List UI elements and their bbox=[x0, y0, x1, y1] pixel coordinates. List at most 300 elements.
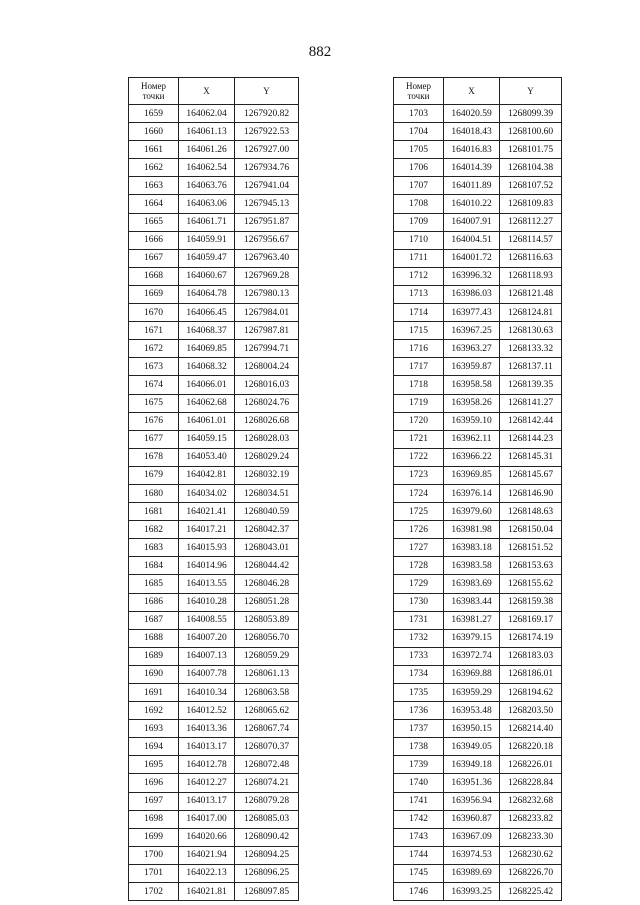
table-row bbox=[394, 394, 562, 412]
table-row bbox=[394, 828, 562, 846]
x-coordinate-cell: 164053.40 bbox=[179, 448, 235, 466]
table-row bbox=[129, 684, 299, 702]
point-number-cell: 1713 bbox=[394, 285, 444, 303]
table-row bbox=[129, 503, 299, 521]
table-row bbox=[129, 883, 299, 901]
x-coordinate-cell: 164061.71 bbox=[179, 213, 235, 231]
point-number-cell: 1669 bbox=[129, 285, 179, 303]
table-row bbox=[394, 285, 562, 303]
y-coordinate-cell: 1267987.81 bbox=[235, 322, 299, 340]
x-coordinate-cell: 164021.81 bbox=[179, 883, 235, 901]
point-number-cell: 1699 bbox=[129, 828, 179, 846]
table-row bbox=[394, 647, 562, 665]
x-coordinate-cell: 163981.27 bbox=[444, 611, 500, 629]
x-coordinate-cell: 164015.93 bbox=[179, 539, 235, 557]
y-coordinate-cell: 1268024.76 bbox=[235, 394, 299, 412]
table-row bbox=[129, 322, 299, 340]
x-coordinate-cell: 164062.54 bbox=[179, 159, 235, 177]
point-number-cell: 1733 bbox=[394, 647, 444, 665]
point-number-cell: 1731 bbox=[394, 611, 444, 629]
table-row bbox=[129, 575, 299, 593]
point-number-cell: 1704 bbox=[394, 123, 444, 141]
point-number-cell: 1727 bbox=[394, 539, 444, 557]
x-coordinate-cell: 164010.22 bbox=[444, 195, 500, 213]
x-coordinate-cell: 164061.01 bbox=[179, 412, 235, 430]
table-row bbox=[129, 358, 299, 376]
x-coordinate-cell: 163967.25 bbox=[444, 322, 500, 340]
point-number-cell: 1683 bbox=[129, 539, 179, 557]
y-coordinate-cell: 1268107.52 bbox=[500, 177, 562, 195]
y-coordinate-cell: 1268065.62 bbox=[235, 702, 299, 720]
x-coordinate-cell: 163983.69 bbox=[444, 575, 500, 593]
x-coordinate-cell: 163949.05 bbox=[444, 738, 500, 756]
x-coordinate-cell: 164001.72 bbox=[444, 249, 500, 267]
y-coordinate-cell: 1267945.13 bbox=[235, 195, 299, 213]
point-number-cell: 1688 bbox=[129, 629, 179, 647]
table-row bbox=[394, 774, 562, 792]
table-row bbox=[394, 249, 562, 267]
x-coordinate-cell: 164063.06 bbox=[179, 195, 235, 213]
point-number-cell: 1740 bbox=[394, 774, 444, 792]
table-row bbox=[394, 231, 562, 249]
y-coordinate-cell: 1268144.23 bbox=[500, 430, 562, 448]
table-row bbox=[394, 702, 562, 720]
y-coordinate-cell: 1268099.39 bbox=[500, 105, 562, 123]
point-number-cell: 1746 bbox=[394, 883, 444, 901]
y-coordinate-cell: 1268028.03 bbox=[235, 430, 299, 448]
point-number-cell: 1739 bbox=[394, 756, 444, 774]
y-coordinate-cell: 1268145.67 bbox=[500, 466, 562, 484]
point-number-cell: 1724 bbox=[394, 484, 444, 502]
x-coordinate-cell: 164010.34 bbox=[179, 684, 235, 702]
y-coordinate-cell: 1267922.53 bbox=[235, 123, 299, 141]
x-coordinate-cell: 163969.88 bbox=[444, 665, 500, 683]
x-coordinate-cell: 164066.01 bbox=[179, 376, 235, 394]
point-number-cell: 1696 bbox=[129, 774, 179, 792]
x-coordinate-cell: 163960.87 bbox=[444, 810, 500, 828]
header-x: X bbox=[179, 78, 235, 105]
x-coordinate-cell: 164064.78 bbox=[179, 285, 235, 303]
table-row bbox=[394, 340, 562, 358]
x-coordinate-cell: 163989.69 bbox=[444, 864, 500, 882]
point-number-cell: 1693 bbox=[129, 720, 179, 738]
y-coordinate-cell: 1268169.17 bbox=[500, 611, 562, 629]
y-coordinate-cell: 1267969.28 bbox=[235, 267, 299, 285]
x-coordinate-cell: 164004.51 bbox=[444, 231, 500, 249]
x-coordinate-cell: 163979.60 bbox=[444, 503, 500, 521]
table-row bbox=[394, 864, 562, 882]
table-row bbox=[394, 756, 562, 774]
table-row bbox=[129, 340, 299, 358]
point-number-cell: 1692 bbox=[129, 702, 179, 720]
x-coordinate-cell: 163958.58 bbox=[444, 376, 500, 394]
y-coordinate-cell: 1268116.63 bbox=[500, 249, 562, 267]
y-coordinate-cell: 1268151.52 bbox=[500, 539, 562, 557]
point-number-cell: 1725 bbox=[394, 503, 444, 521]
point-number-cell: 1685 bbox=[129, 575, 179, 593]
x-coordinate-cell: 163953.48 bbox=[444, 702, 500, 720]
table-row bbox=[129, 810, 299, 828]
point-number-cell: 1700 bbox=[129, 846, 179, 864]
y-coordinate-cell: 1268230.62 bbox=[500, 846, 562, 864]
point-number-cell: 1707 bbox=[394, 177, 444, 195]
table-row bbox=[394, 629, 562, 647]
table-row bbox=[394, 539, 562, 557]
point-number-cell: 1687 bbox=[129, 611, 179, 629]
y-coordinate-cell: 1267984.01 bbox=[235, 304, 299, 322]
point-number-cell: 1735 bbox=[394, 684, 444, 702]
x-coordinate-cell: 163959.29 bbox=[444, 684, 500, 702]
x-coordinate-cell: 163966.22 bbox=[444, 448, 500, 466]
table-row bbox=[394, 665, 562, 683]
y-coordinate-cell: 1268124.81 bbox=[500, 304, 562, 322]
point-number-cell: 1701 bbox=[129, 864, 179, 882]
point-number-cell: 1670 bbox=[129, 304, 179, 322]
table-row bbox=[394, 557, 562, 575]
table-row bbox=[129, 702, 299, 720]
point-number-cell: 1726 bbox=[394, 521, 444, 539]
x-coordinate-cell: 164012.27 bbox=[179, 774, 235, 792]
y-coordinate-cell: 1268016.03 bbox=[235, 376, 299, 394]
point-number-cell: 1708 bbox=[394, 195, 444, 213]
x-coordinate-cell: 163996.32 bbox=[444, 267, 500, 285]
x-coordinate-cell: 164060.67 bbox=[179, 267, 235, 285]
y-coordinate-cell: 1268026.68 bbox=[235, 412, 299, 430]
table-row bbox=[129, 647, 299, 665]
x-coordinate-cell: 163950.15 bbox=[444, 720, 500, 738]
y-coordinate-cell: 1268233.82 bbox=[500, 810, 562, 828]
y-coordinate-cell: 1268074.21 bbox=[235, 774, 299, 792]
point-number-cell: 1738 bbox=[394, 738, 444, 756]
point-number-cell: 1734 bbox=[394, 665, 444, 683]
y-coordinate-cell: 1268159.38 bbox=[500, 593, 562, 611]
point-number-cell: 1728 bbox=[394, 557, 444, 575]
table-row bbox=[129, 304, 299, 322]
point-number-cell: 1736 bbox=[394, 702, 444, 720]
y-coordinate-cell: 1267927.00 bbox=[235, 141, 299, 159]
x-coordinate-cell: 164062.04 bbox=[179, 105, 235, 123]
x-coordinate-cell: 163979.15 bbox=[444, 629, 500, 647]
y-coordinate-cell: 1268203.50 bbox=[500, 702, 562, 720]
x-coordinate-cell: 164020.59 bbox=[444, 105, 500, 123]
x-coordinate-cell: 163976.14 bbox=[444, 484, 500, 502]
y-coordinate-cell: 1268101.75 bbox=[500, 141, 562, 159]
point-number-cell: 1715 bbox=[394, 322, 444, 340]
y-coordinate-cell: 1268233.30 bbox=[500, 828, 562, 846]
point-number-cell: 1720 bbox=[394, 412, 444, 430]
point-number-cell: 1722 bbox=[394, 448, 444, 466]
point-number-cell: 1682 bbox=[129, 521, 179, 539]
table-row bbox=[394, 358, 562, 376]
x-coordinate-cell: 163951.36 bbox=[444, 774, 500, 792]
point-number-cell: 1680 bbox=[129, 484, 179, 502]
x-coordinate-cell: 164010.28 bbox=[179, 593, 235, 611]
y-coordinate-cell: 1268100.60 bbox=[500, 123, 562, 141]
table-row bbox=[394, 810, 562, 828]
table-row bbox=[129, 720, 299, 738]
header-point-number: Номер точки bbox=[394, 78, 444, 105]
table-row bbox=[129, 629, 299, 647]
point-number-cell: 1659 bbox=[129, 105, 179, 123]
table-row bbox=[394, 177, 562, 195]
y-coordinate-cell: 1268053.89 bbox=[235, 611, 299, 629]
x-coordinate-cell: 163967.09 bbox=[444, 828, 500, 846]
x-coordinate-cell: 163977.43 bbox=[444, 304, 500, 322]
x-coordinate-cell: 163959.10 bbox=[444, 412, 500, 430]
y-coordinate-cell: 1268090.42 bbox=[235, 828, 299, 846]
table-row bbox=[129, 231, 299, 249]
y-coordinate-cell: 1267956.67 bbox=[235, 231, 299, 249]
table-row bbox=[129, 105, 299, 123]
y-coordinate-cell: 1268063.58 bbox=[235, 684, 299, 702]
point-number-cell: 1743 bbox=[394, 828, 444, 846]
point-number-cell: 1691 bbox=[129, 684, 179, 702]
table-row bbox=[394, 412, 562, 430]
x-coordinate-cell: 164007.20 bbox=[179, 629, 235, 647]
table-row bbox=[129, 177, 299, 195]
y-coordinate-cell: 1268150.04 bbox=[500, 521, 562, 539]
table-row bbox=[394, 720, 562, 738]
point-number-cell: 1721 bbox=[394, 430, 444, 448]
table-row bbox=[394, 792, 562, 810]
x-coordinate-cell: 163958.26 bbox=[444, 394, 500, 412]
x-coordinate-cell: 164068.37 bbox=[179, 322, 235, 340]
x-coordinate-cell: 163986.03 bbox=[444, 285, 500, 303]
y-coordinate-cell: 1268174.19 bbox=[500, 629, 562, 647]
point-number-cell: 1671 bbox=[129, 322, 179, 340]
y-coordinate-cell: 1268043.01 bbox=[235, 539, 299, 557]
point-number-cell: 1729 bbox=[394, 575, 444, 593]
point-number-cell: 1678 bbox=[129, 448, 179, 466]
point-number-cell: 1714 bbox=[394, 304, 444, 322]
x-coordinate-cell: 163983.18 bbox=[444, 539, 500, 557]
point-number-cell: 1667 bbox=[129, 249, 179, 267]
x-coordinate-cell: 164007.78 bbox=[179, 665, 235, 683]
y-coordinate-cell: 1268228.84 bbox=[500, 774, 562, 792]
y-coordinate-cell: 1268153.63 bbox=[500, 557, 562, 575]
point-number-cell: 1719 bbox=[394, 394, 444, 412]
y-coordinate-cell: 1268186.01 bbox=[500, 665, 562, 683]
point-number-cell: 1666 bbox=[129, 231, 179, 249]
point-number-cell: 1665 bbox=[129, 213, 179, 231]
table-row bbox=[394, 484, 562, 502]
table-row bbox=[394, 738, 562, 756]
table-row bbox=[129, 376, 299, 394]
coordinates-table-right bbox=[393, 77, 562, 901]
point-number-cell: 1706 bbox=[394, 159, 444, 177]
x-coordinate-cell: 164061.26 bbox=[179, 141, 235, 159]
point-number-cell: 1741 bbox=[394, 792, 444, 810]
table-row bbox=[129, 539, 299, 557]
table-row bbox=[129, 123, 299, 141]
y-coordinate-cell: 1268044.42 bbox=[235, 557, 299, 575]
y-coordinate-cell: 1268109.83 bbox=[500, 195, 562, 213]
table-row bbox=[394, 195, 562, 213]
table-row bbox=[394, 466, 562, 484]
y-coordinate-cell: 1268183.03 bbox=[500, 647, 562, 665]
point-number-cell: 1717 bbox=[394, 358, 444, 376]
point-number-cell: 1660 bbox=[129, 123, 179, 141]
y-coordinate-cell: 1268226.70 bbox=[500, 864, 562, 882]
table-row bbox=[129, 792, 299, 810]
table-row bbox=[394, 123, 562, 141]
point-number-cell: 1732 bbox=[394, 629, 444, 647]
x-coordinate-cell: 163983.44 bbox=[444, 593, 500, 611]
y-coordinate-cell: 1268139.35 bbox=[500, 376, 562, 394]
y-coordinate-cell: 1268137.11 bbox=[500, 358, 562, 376]
x-coordinate-cell: 164012.78 bbox=[179, 756, 235, 774]
table-row bbox=[394, 883, 562, 901]
table-row bbox=[129, 557, 299, 575]
table-row bbox=[394, 593, 562, 611]
y-coordinate-cell: 1268226.01 bbox=[500, 756, 562, 774]
y-coordinate-cell: 1268079.28 bbox=[235, 792, 299, 810]
y-coordinate-cell: 1268072.48 bbox=[235, 756, 299, 774]
point-number-cell: 1684 bbox=[129, 557, 179, 575]
table-row bbox=[129, 774, 299, 792]
point-number-cell: 1674 bbox=[129, 376, 179, 394]
x-coordinate-cell: 163956.94 bbox=[444, 792, 500, 810]
y-coordinate-cell: 1268220.18 bbox=[500, 738, 562, 756]
point-number-cell: 1698 bbox=[129, 810, 179, 828]
y-coordinate-cell: 1267963.40 bbox=[235, 249, 299, 267]
x-coordinate-cell: 163981.98 bbox=[444, 521, 500, 539]
x-coordinate-cell: 163993.25 bbox=[444, 883, 500, 901]
table-row bbox=[394, 575, 562, 593]
y-coordinate-cell: 1268145.31 bbox=[500, 448, 562, 466]
table-row bbox=[129, 864, 299, 882]
point-number-cell: 1723 bbox=[394, 466, 444, 484]
point-number-cell: 1705 bbox=[394, 141, 444, 159]
point-number-cell: 1681 bbox=[129, 503, 179, 521]
table-row bbox=[394, 846, 562, 864]
table-row bbox=[394, 611, 562, 629]
x-coordinate-cell: 164018.43 bbox=[444, 123, 500, 141]
x-coordinate-cell: 164013.17 bbox=[179, 792, 235, 810]
y-coordinate-cell: 1268141.27 bbox=[500, 394, 562, 412]
table-row bbox=[129, 738, 299, 756]
y-coordinate-cell: 1268133.32 bbox=[500, 340, 562, 358]
table-row bbox=[394, 267, 562, 285]
table-row bbox=[394, 213, 562, 231]
x-coordinate-cell: 163963.27 bbox=[444, 340, 500, 358]
table-row bbox=[129, 195, 299, 213]
y-coordinate-cell: 1267980.13 bbox=[235, 285, 299, 303]
x-coordinate-cell: 164021.94 bbox=[179, 846, 235, 864]
table-row bbox=[129, 213, 299, 231]
x-coordinate-cell: 164021.41 bbox=[179, 503, 235, 521]
y-coordinate-cell: 1268051.28 bbox=[235, 593, 299, 611]
point-number-cell: 1679 bbox=[129, 466, 179, 484]
x-coordinate-cell: 163972.74 bbox=[444, 647, 500, 665]
y-coordinate-cell: 1267934.76 bbox=[235, 159, 299, 177]
table-row bbox=[129, 466, 299, 484]
y-coordinate-cell: 1268059.29 bbox=[235, 647, 299, 665]
x-coordinate-cell: 164007.91 bbox=[444, 213, 500, 231]
y-coordinate-cell: 1268112.27 bbox=[500, 213, 562, 231]
header-y: Y bbox=[235, 78, 299, 105]
table-row bbox=[129, 448, 299, 466]
table-row bbox=[394, 521, 562, 539]
table-row bbox=[394, 141, 562, 159]
point-number-cell: 1730 bbox=[394, 593, 444, 611]
y-coordinate-cell: 1268034.51 bbox=[235, 484, 299, 502]
page-number: 882 bbox=[308, 44, 332, 60]
point-number-cell: 1742 bbox=[394, 810, 444, 828]
x-coordinate-cell: 164059.47 bbox=[179, 249, 235, 267]
y-coordinate-cell: 1268067.74 bbox=[235, 720, 299, 738]
header-y: Y bbox=[500, 78, 562, 105]
x-coordinate-cell: 164059.15 bbox=[179, 430, 235, 448]
table-row bbox=[394, 503, 562, 521]
x-coordinate-cell: 164022.13 bbox=[179, 864, 235, 882]
table-row bbox=[129, 521, 299, 539]
table-row bbox=[394, 322, 562, 340]
y-coordinate-cell: 1268042.37 bbox=[235, 521, 299, 539]
x-coordinate-cell: 164068.32 bbox=[179, 358, 235, 376]
table-row bbox=[394, 430, 562, 448]
y-coordinate-cell: 1268085.03 bbox=[235, 810, 299, 828]
table-row bbox=[129, 846, 299, 864]
table-row bbox=[394, 448, 562, 466]
point-number-cell: 1712 bbox=[394, 267, 444, 285]
x-coordinate-cell: 164013.17 bbox=[179, 738, 235, 756]
y-coordinate-cell: 1268061.13 bbox=[235, 665, 299, 683]
table-row bbox=[129, 593, 299, 611]
x-coordinate-cell: 164007.13 bbox=[179, 647, 235, 665]
point-number-cell: 1672 bbox=[129, 340, 179, 358]
header-x: X bbox=[444, 78, 500, 105]
table-row bbox=[129, 665, 299, 683]
x-coordinate-cell: 164063.76 bbox=[179, 177, 235, 195]
y-coordinate-cell: 1267951.87 bbox=[235, 213, 299, 231]
x-coordinate-cell: 164017.00 bbox=[179, 810, 235, 828]
point-number-cell: 1697 bbox=[129, 792, 179, 810]
table-row bbox=[394, 684, 562, 702]
y-coordinate-cell: 1268056.70 bbox=[235, 629, 299, 647]
y-coordinate-cell: 1268194.62 bbox=[500, 684, 562, 702]
x-coordinate-cell: 164014.96 bbox=[179, 557, 235, 575]
table-row bbox=[129, 430, 299, 448]
y-coordinate-cell: 1267994.71 bbox=[235, 340, 299, 358]
x-coordinate-cell: 163983.58 bbox=[444, 557, 500, 575]
x-coordinate-cell: 164061.13 bbox=[179, 123, 235, 141]
x-coordinate-cell: 164034.02 bbox=[179, 484, 235, 502]
x-coordinate-cell: 163969.85 bbox=[444, 466, 500, 484]
x-coordinate-cell: 164042.81 bbox=[179, 466, 235, 484]
y-coordinate-cell: 1268040.59 bbox=[235, 503, 299, 521]
y-coordinate-cell: 1268118.93 bbox=[500, 267, 562, 285]
point-number-cell: 1673 bbox=[129, 358, 179, 376]
x-coordinate-cell: 164059.91 bbox=[179, 231, 235, 249]
y-coordinate-cell: 1268096.25 bbox=[235, 864, 299, 882]
x-coordinate-cell: 164062.68 bbox=[179, 394, 235, 412]
table-row bbox=[129, 249, 299, 267]
point-number-cell: 1664 bbox=[129, 195, 179, 213]
point-number-cell: 1745 bbox=[394, 864, 444, 882]
x-coordinate-cell: 163959.87 bbox=[444, 358, 500, 376]
table-row bbox=[129, 159, 299, 177]
point-number-cell: 1668 bbox=[129, 267, 179, 285]
table-row bbox=[129, 484, 299, 502]
table-row bbox=[394, 159, 562, 177]
x-coordinate-cell: 164017.21 bbox=[179, 521, 235, 539]
table-row bbox=[129, 828, 299, 846]
x-coordinate-cell: 163962.11 bbox=[444, 430, 500, 448]
x-coordinate-cell: 163974.53 bbox=[444, 846, 500, 864]
point-number-cell: 1711 bbox=[394, 249, 444, 267]
point-number-cell: 1710 bbox=[394, 231, 444, 249]
